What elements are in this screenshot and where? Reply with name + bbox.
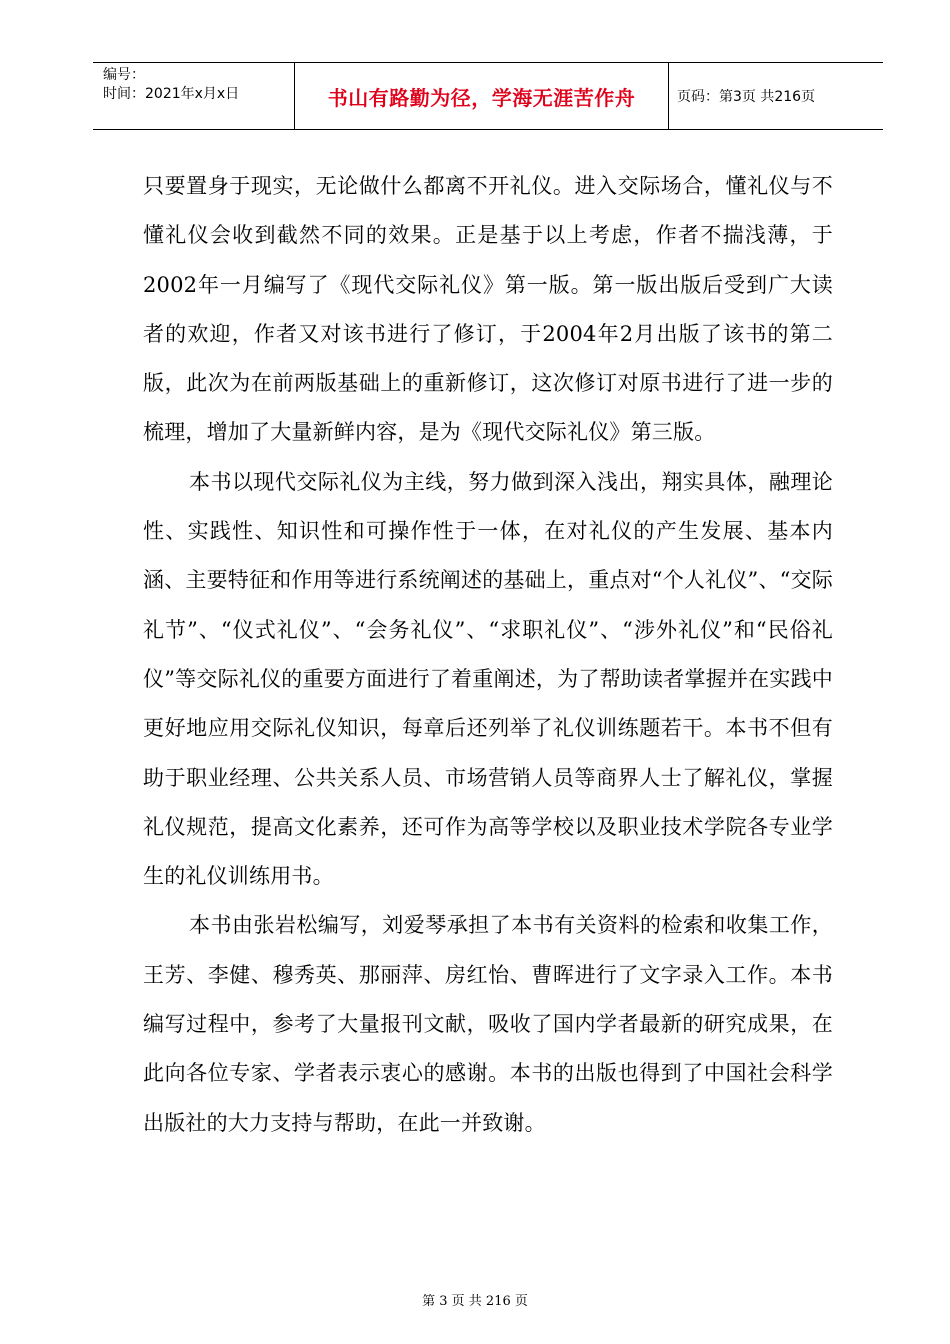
text-line: 第三版。 (630, 420, 716, 445)
page-footer: 第 3 页 共 216 页 (422, 1294, 528, 1309)
text-line: 理论性、实践性、知识性和可操作性于一体，在对礼仪的产生发展、 (143, 469, 833, 544)
header-page-info: 页码：第3页 共216页 (677, 89, 816, 105)
text-line: 作。本书编写过程中，参考了大量报刊文献，吸收了国内学者最新的 (143, 962, 833, 1037)
text-line: 基本内涵、主要特征和作用等进行系统阐述的基础上，重点对“个人 (143, 519, 833, 593)
header-motto: 书山有路勤为径，学海无涯苦作舟 (294, 63, 669, 129)
text-line: 研究成果，在此向各位专家、学者表示衷心的感谢。本书的出版也得 (143, 1012, 833, 1086)
text-line: 薄，于2002年一月编写了《现代交际礼仪》第一版。第一版出版后受 (143, 223, 833, 297)
text-line: 作，王芳、李健、穆秀英、那丽萍、房红怡、曹晖进行了文字录入工 (143, 913, 833, 987)
number-label: 编号： (103, 67, 145, 83)
header-meta (103, 66, 293, 104)
paragraph-2 (143, 458, 833, 902)
document-body (143, 162, 833, 1148)
text-line: 素养，还可作为高等学校以及职业技术学院各专业学生的礼仪训练用 (143, 814, 833, 889)
text-line: 人员、市场营销人员等商界人士了解礼仪，掌握礼仪规范，提高文化 (143, 765, 834, 839)
text-line: 仪”、“涉外礼仪”和“民俗礼仪”等交际礼仪的重要方面进行了着 (143, 617, 833, 691)
text-line: 到了中国社会科学出版社的大力支持与帮助，在此一并致谢。 (143, 1061, 833, 1135)
text-line: 章后还列举了礼仪训练题若干。本书不但有助于职业经理、公共关系 (143, 716, 833, 790)
text-line: 只要置身于现实，无论做什么都离不开礼仪。进入交际场合，懂礼仪 (143, 174, 791, 198)
page-header (93, 62, 883, 130)
text-line: 本书由张岩松编写，刘爱琴承担了本书有关资料的检索和收集工 (189, 913, 791, 938)
text-line: 重阐述，为了帮助读者掌握并在实践中更好地应用交际礼仪知识，每 (143, 666, 833, 741)
text-line: 该书的第二版，此次为在前两版基础上的重新修订，这次修订对原书 (143, 321, 834, 396)
paragraph-1 (143, 162, 833, 458)
text-line: 礼仪”、“交际礼节”、“仪式礼仪”、“会务礼仪”、“求职礼 (143, 568, 834, 642)
text-line: 本书以现代交际礼仪为主线，努力做到深入浅出，翔实具体，融 (189, 469, 791, 494)
time-label: 时间：2021年x月x日 (103, 86, 240, 102)
text-line: 到广大读者的欢迎，作者又对该书进行了修订，于2004年2月出版了 (143, 272, 833, 346)
text-line: 书。 (291, 864, 334, 889)
text-line: 进行了进一步的梳理，增加了大量新鲜内容，是为《现代交际礼仪》 (143, 371, 834, 445)
paragraph-3 (143, 901, 833, 1147)
text-line: 与不懂礼仪会收到截然不同的效果。正是基于以上考虑，作者不揣浅 (143, 174, 833, 248)
